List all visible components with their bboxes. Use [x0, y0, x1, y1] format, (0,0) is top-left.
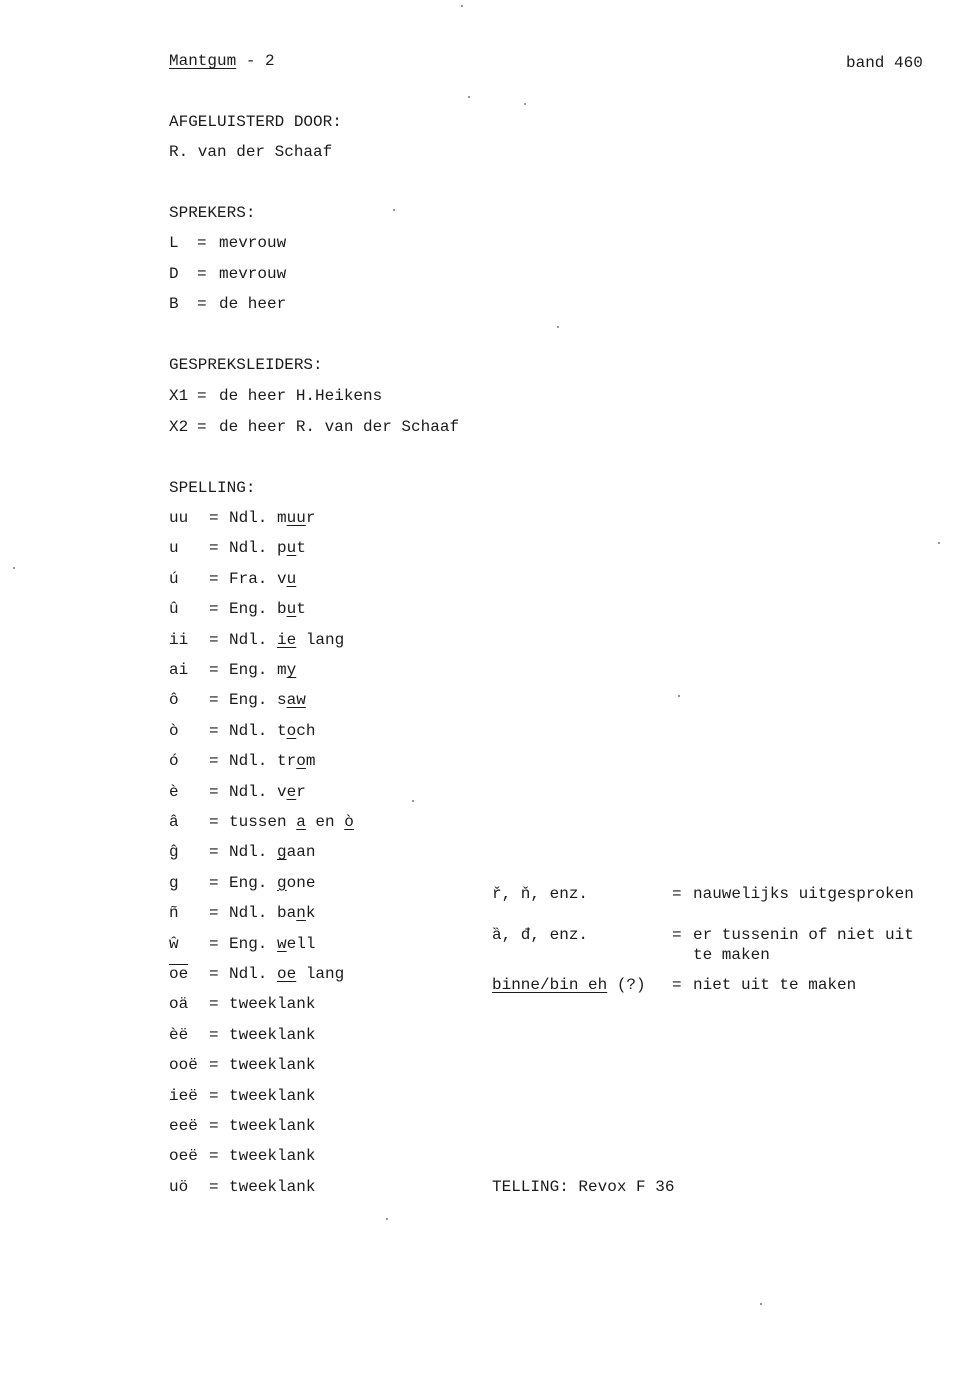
spelling-symbol: ieë: [169, 1086, 198, 1105]
code-label: X1: [169, 387, 189, 405]
scan-speck: [557, 326, 559, 328]
notation-underlined: binne/bin eh: [492, 976, 608, 994]
spelling-language: tweeklank: [229, 1025, 316, 1044]
band-number: band 460: [846, 54, 923, 72]
example-prefix: v: [277, 569, 287, 588]
spelling-row: [0, 994, 600, 1014]
scan-speck: [13, 567, 15, 569]
spelling-symbol: g: [169, 873, 179, 892]
equals-sign: =: [209, 1056, 219, 1075]
notation-suffix: (?): [607, 976, 646, 994]
spelling-symbol: $\overline{oe}$: [169, 965, 189, 983]
spelling-language: tweeklank: [229, 1086, 316, 1105]
code-label: X2: [169, 417, 189, 436]
spelling-symbol: èë: [169, 1025, 189, 1044]
notation-symbol: [492, 975, 646, 995]
spelling-language: Eng.: [229, 873, 268, 892]
notation-description: er tussenin of niet uit: [693, 926, 914, 944]
listened-by-name: R. van der Schaaf: [169, 143, 333, 161]
spelling-symbol: ó: [169, 752, 179, 771]
equals-sign: =: [197, 295, 207, 313]
example-suffix: lang: [296, 630, 345, 649]
equals-sign: =: [197, 234, 207, 252]
example-suffix: en: [305, 813, 345, 831]
spelling-row: [0, 751, 600, 771]
example-underlined: a: [296, 813, 306, 831]
spelling-language: Ndl.: [229, 904, 268, 923]
notation-description: nauwelijks uitgesproken: [693, 885, 914, 903]
spelling-symbol: ooë: [169, 1056, 198, 1075]
example-suffix: ch: [296, 721, 316, 740]
example-suffix: one: [286, 873, 316, 892]
spelling-example: [229, 721, 315, 741]
spelling-row: [0, 1116, 600, 1136]
equals-sign: =: [209, 1177, 219, 1196]
spelling-example: [229, 569, 296, 589]
spelling-language: Fra.: [229, 569, 268, 588]
example-prefix: ba: [277, 904, 297, 923]
spelling-row: [0, 1146, 600, 1166]
spelling-language: Ndl.: [229, 752, 268, 771]
spelling-example: [229, 1146, 315, 1166]
scan-speck: [393, 209, 395, 211]
spelling-language: Ndl.: [229, 539, 268, 558]
spelling-language: Ndl.: [229, 965, 268, 983]
example-underlined: y: [286, 661, 297, 679]
code-description: de heer: [219, 295, 287, 313]
spelling-symbol: oeë: [169, 1147, 198, 1166]
equals-sign: =: [209, 630, 219, 649]
telling: TELLING: Revox F 36: [492, 1178, 675, 1196]
example-prefix: m: [277, 509, 287, 527]
spelling-example: [229, 934, 315, 954]
equals-sign: =: [672, 926, 682, 944]
example-underlined: u: [286, 600, 297, 619]
spelling-example: [229, 1025, 315, 1045]
spelling-example: [229, 1055, 315, 1075]
spelling-row: [0, 660, 600, 680]
spelling-language: Ndl.: [229, 630, 268, 649]
example-suffix: aan: [286, 843, 316, 862]
interviewers-heading: GESPREKSLEIDERS:: [169, 356, 323, 374]
spelling-example: [229, 690, 306, 710]
spelling-row: [0, 1086, 600, 1106]
scan-speck: [461, 5, 463, 7]
example-underlined: ò: [344, 813, 354, 831]
code-description: mevrouw: [219, 264, 287, 283]
spelling-symbol: ú: [169, 569, 179, 588]
spelling-language: Eng.: [229, 661, 268, 679]
spelling-language: tweeklank: [229, 1117, 316, 1135]
code-label: D: [169, 264, 179, 283]
example-underlined: n: [296, 904, 306, 923]
equals-sign: =: [209, 539, 219, 558]
scan-speck: [524, 103, 526, 105]
equals-sign: =: [209, 691, 219, 710]
spelling-heading: SPELLING:: [169, 479, 256, 497]
example-suffix: r: [296, 782, 306, 801]
example-suffix: lang: [296, 965, 345, 983]
scan-speck: [678, 695, 680, 697]
spelling-symbol: ii: [169, 630, 189, 649]
scan-speck: [468, 96, 470, 98]
equals-sign: =: [209, 813, 219, 831]
example-suffix: k: [305, 904, 316, 923]
spelling-example: [229, 873, 315, 893]
spelling-language: tweeklank: [229, 1177, 316, 1196]
spelling-symbol: ñ: [169, 904, 179, 923]
spelling-symbol: oä: [169, 995, 189, 1014]
spelling-example: [229, 842, 315, 862]
equals-sign: =: [197, 264, 207, 283]
equals-sign: =: [209, 721, 219, 740]
spelling-symbol: eeë: [169, 1117, 198, 1135]
example-underlined: o: [286, 721, 297, 740]
example-suffix: r: [305, 509, 316, 527]
speakers-heading: SPREKERS:: [169, 204, 256, 222]
equals-sign: =: [209, 1117, 219, 1135]
code-label: B: [169, 295, 179, 313]
example-suffix: t: [296, 600, 306, 619]
example-suffix: m: [305, 752, 316, 771]
example-underlined: ie: [277, 630, 297, 649]
spelling-row: [0, 782, 600, 802]
equals-sign: =: [209, 782, 219, 801]
spelling-language: Eng.: [229, 600, 268, 619]
spelling-row: [0, 599, 600, 619]
spelling-row: [0, 508, 600, 528]
example-underlined: aw: [286, 691, 306, 710]
example-prefix: s: [277, 691, 287, 710]
spelling-example: [229, 1116, 315, 1136]
page-separator: - 2: [245, 52, 275, 70]
equals-sign: =: [197, 387, 207, 405]
code-description: mevrouw: [219, 234, 287, 252]
example-underlined: u: [286, 539, 297, 558]
equals-sign: =: [209, 1086, 219, 1105]
scan-speck: [386, 1218, 388, 1220]
spelling-symbol: ai: [169, 661, 189, 679]
listened-by-heading: AFGELUISTERD DOOR:: [169, 113, 342, 131]
spelling-language: tweeklank: [229, 1056, 316, 1075]
spelling-symbol: ĝ: [169, 843, 179, 862]
example-underlined: o: [296, 752, 306, 771]
example-prefix: p: [277, 539, 287, 558]
example-underlined: oe: [277, 965, 297, 983]
spelling-symbol: û: [169, 600, 179, 619]
code-description: de heer H.Heikens: [219, 387, 383, 405]
spelling-symbol: ŵ: [169, 934, 179, 953]
example-underlined: w: [277, 934, 287, 953]
equals-sign: =: [209, 752, 219, 771]
equals-sign: =: [209, 965, 219, 983]
example-underlined: uu: [286, 509, 306, 527]
spelling-language: Eng.: [229, 691, 268, 710]
spelling-example: [229, 751, 315, 771]
spelling-symbol: uö: [169, 1177, 189, 1196]
scan-speck: [760, 1303, 762, 1305]
spelling-row: [0, 690, 600, 710]
spelling-language: tweeklank: [229, 995, 316, 1014]
equals-sign: =: [209, 904, 219, 923]
header: [169, 51, 275, 71]
example-prefix: b: [277, 600, 287, 619]
spelling-language: Ndl.: [229, 509, 268, 527]
spelling-example: [229, 538, 306, 558]
spelling-symbol: uu: [169, 509, 189, 527]
example-underlined: g: [277, 843, 287, 862]
equals-sign: =: [209, 934, 219, 953]
equals-sign: =: [672, 885, 682, 903]
equals-sign: =: [209, 873, 219, 892]
spelling-example: [229, 782, 306, 802]
spelling-row: [0, 812, 600, 832]
example-underlined: g: [277, 873, 287, 892]
spelling-row: [0, 538, 600, 558]
equals-sign: =: [209, 1025, 219, 1044]
notation-symbol: ȁ, đ, enz.: [492, 926, 589, 944]
spelling-symbol: u: [169, 539, 179, 558]
equals-sign: =: [209, 509, 219, 527]
spelling-row: [0, 630, 600, 650]
spelling-row: [0, 903, 600, 923]
spelling-example: [229, 1086, 315, 1106]
spelling-symbol: ò: [169, 721, 179, 740]
equals-sign: =: [209, 661, 219, 679]
spelling-language: Ndl.: [229, 782, 268, 801]
example-prefix: tr: [277, 752, 297, 771]
spelling-example: [229, 508, 315, 528]
code-label: L: [169, 234, 179, 252]
example-underlined: u: [286, 569, 297, 588]
spelling-language: tussen: [229, 813, 287, 831]
notation-description: niet uit te maken: [693, 976, 857, 994]
spelling-language: Ndl.: [229, 843, 268, 862]
spelling-symbol: â: [169, 813, 179, 831]
example-prefix: t: [277, 721, 287, 740]
spelling-language: tweeklank: [229, 1147, 316, 1166]
scan-speck: [412, 800, 414, 802]
spelling-symbol: ô: [169, 691, 179, 710]
scan-speck: [938, 542, 940, 544]
spelling-example: [229, 1177, 315, 1197]
equals-sign: =: [209, 569, 219, 588]
spelling-language: Eng.: [229, 934, 268, 953]
equals-sign: =: [209, 843, 219, 862]
spelling-example: [229, 964, 344, 984]
spelling-example: [229, 660, 296, 680]
spelling-example: [229, 994, 315, 1014]
example-prefix: m: [277, 661, 287, 679]
spelling-row: [0, 842, 600, 862]
spelling-row: [0, 1055, 600, 1075]
notation-symbol: ř, ň, enz.: [492, 885, 589, 903]
equals-sign: =: [672, 976, 682, 994]
equals-sign: =: [209, 600, 219, 619]
spelling-example: [229, 599, 306, 619]
spelling-symbol: è: [169, 782, 179, 801]
example-prefix: v: [277, 782, 287, 801]
code-description: de heer R. van der Schaaf: [219, 417, 460, 436]
spelling-row: [0, 721, 600, 741]
notation-description-cont: te maken: [693, 946, 770, 964]
spelling-example: [229, 903, 315, 923]
spelling-row: [0, 1025, 600, 1045]
spelling-example: [229, 630, 344, 650]
equals-sign: =: [197, 417, 207, 436]
example-suffix: ell: [286, 934, 316, 953]
equals-sign: =: [209, 995, 219, 1014]
example-suffix: t: [296, 539, 306, 558]
place-name: Mantgum: [169, 52, 237, 70]
equals-sign: =: [209, 1147, 219, 1166]
example-underlined: e: [286, 782, 297, 801]
spelling-row: [0, 569, 600, 589]
spelling-example: [229, 812, 354, 832]
spelling-language: Ndl.: [229, 721, 268, 740]
